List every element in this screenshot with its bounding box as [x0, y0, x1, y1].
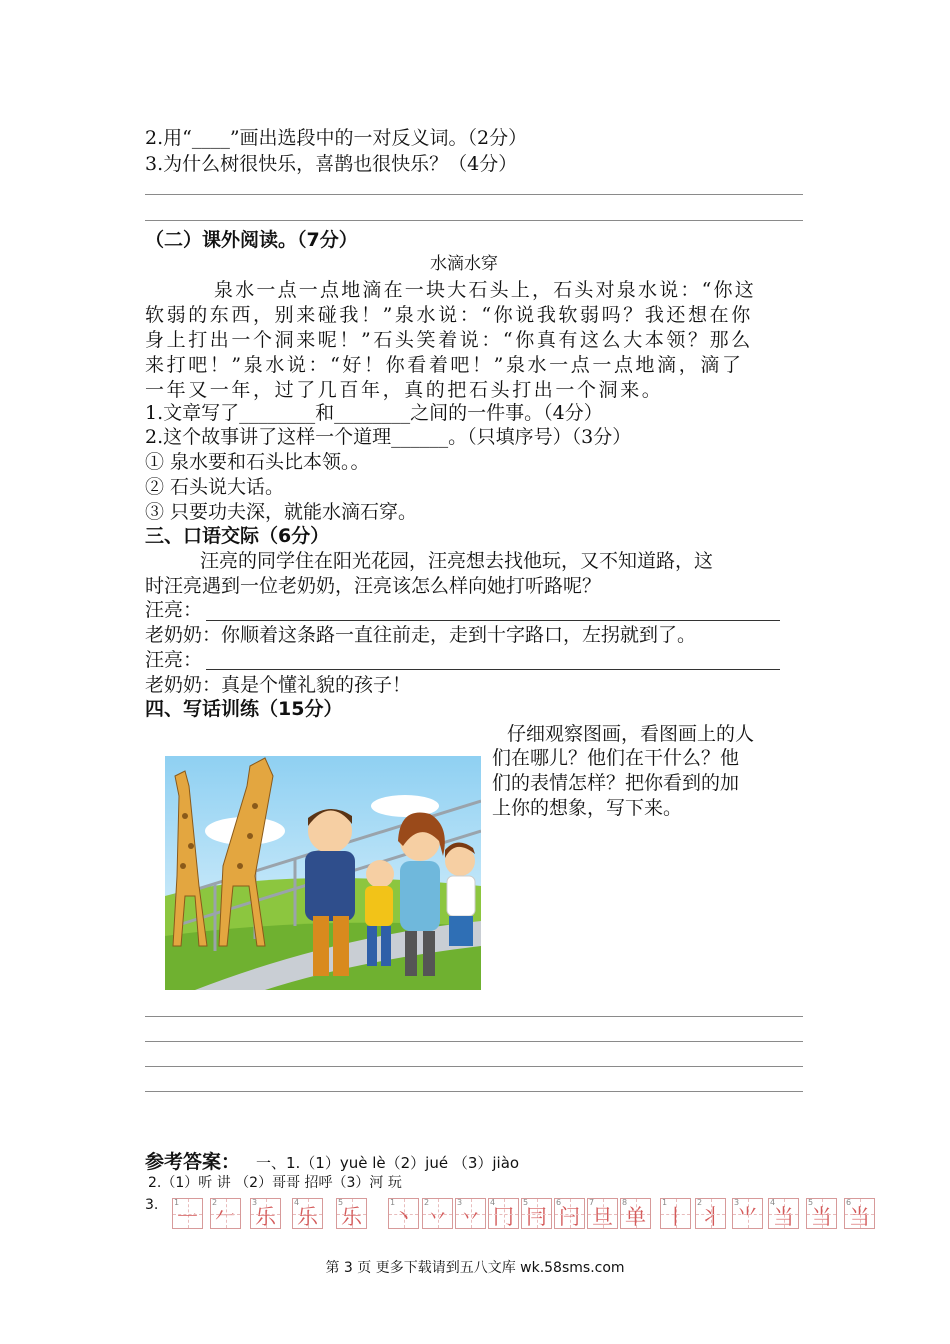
stroke-order-cell: 4 乐: [292, 1198, 323, 1229]
stroke-order-cell: 3 乐: [250, 1198, 281, 1229]
option-2: ② 石头说大话。: [145, 476, 285, 498]
stroke-order-cell: 4 冂: [488, 1198, 519, 1229]
answer-line: [145, 194, 803, 195]
writing-prompt-line: 仔细观察图画，看图画上的人: [507, 723, 755, 745]
stroke-order-cell: 1 丶: [388, 1198, 419, 1229]
section-heading-writing: 四、写话训练（15分）: [145, 698, 343, 720]
passage-title: 水滴水穿: [430, 254, 498, 274]
stroke-order-cell: 6 闩: [554, 1198, 585, 1229]
option-3: ③ 只要功夫深，就能水滴石穿。: [145, 501, 418, 523]
stroke-order-cell: 4 当: [768, 1198, 799, 1229]
zoo-family-giraffe-illustration: [155, 746, 481, 990]
stroke-order-cell: 5 当: [806, 1198, 837, 1229]
passage-line: 软弱的东西，别来碰我！”泉水说：“你说我软弱吗？我还想在你: [145, 304, 753, 326]
dialogue-grandma-1: 老奶奶：你顺着这条路一直往前走，走到十字路口，左拐就到了。: [145, 624, 697, 646]
stroke-order-cell: 7 旦: [587, 1198, 618, 1229]
stroke-order-cell: 6 当: [844, 1198, 875, 1229]
section-heading-oral: 三、口语交际（6分）: [145, 525, 330, 547]
answer-key-label: 参考答案：: [145, 1151, 241, 1173]
passage-line: 泉水一点一点地滴在一块大石头上，石头对泉水说：“你这: [214, 279, 756, 301]
stroke-order-cell: 2 𠂉: [210, 1198, 241, 1229]
stroke-order-cell: 8 单: [620, 1198, 651, 1229]
stroke-order-cell: 1 一: [172, 1198, 203, 1229]
answer-line-3-label: 3.: [145, 1197, 159, 1213]
page-footer: 第 3 页 更多下载请到五八文库 wk.58sms.com: [325, 1260, 625, 1276]
reading-question-1: 1.文章写了________和________之间的一件事。（4分）: [145, 402, 603, 424]
dialogue-wangliang-2: 汪亮：: [145, 649, 203, 671]
dialogue-wangliang-1: 汪亮：: [145, 599, 203, 621]
option-1: ① 泉水要和石头比本领。。: [145, 451, 370, 473]
question-2: 2.用“____”画出选段中的一对反义词。（2分）: [145, 127, 528, 149]
dialogue-grandma-2: 老奶奶：真是个懂礼貌的孩子！: [145, 674, 412, 696]
stroke-order-cell: 1 丨: [660, 1198, 691, 1229]
passage-line: 来打吧！”泉水说：“好！你看着吧！”泉水一点一点地滴，滴了: [145, 354, 744, 376]
stroke-order-cell: 2 丷: [422, 1198, 453, 1229]
oral-prompt-line: 汪亮的同学住在阳光花园，汪亮想去找他玩，又不知道路，这: [200, 550, 714, 572]
writing-line: [145, 1066, 803, 1067]
passage-line: 身上打出一个洞来呢！”石头笑着说：“你真有这么大本领？那么: [145, 329, 753, 351]
dialogue-answer-line: [206, 620, 780, 621]
stroke-order-cell: 2 丬: [695, 1198, 726, 1229]
passage-line: 一年又一年，过了几百年，真的把石头打出一个洞来。: [145, 379, 664, 401]
section-heading-extra-reading: （二）课外阅读。（7分）: [145, 229, 358, 251]
stroke-order-cell: 3 丷: [455, 1198, 486, 1229]
writing-line: [145, 1041, 803, 1042]
answer-line-1: 一、1.（1）yuè lè（2）jué （3）jiào: [256, 1154, 520, 1172]
answer-line: [145, 220, 803, 221]
writing-line: [145, 1016, 803, 1017]
writing-prompt-line: 们的表情怎样？把你看到的加: [492, 772, 740, 794]
writing-line: [145, 1091, 803, 1092]
stroke-order-cell: 3 ⺌: [732, 1198, 763, 1229]
writing-prompt-line: 们在哪儿？他们在干什么？他: [492, 747, 740, 769]
reading-question-2: 2.这个故事讲了这样一个道理______。（只填序号）（3分）: [145, 426, 632, 448]
stroke-order-cell: 5 冃: [521, 1198, 552, 1229]
question-3: 3.为什么树很快乐，喜鹊也很快乐？（4分）: [145, 153, 518, 175]
dialogue-answer-line: [206, 669, 780, 670]
oral-prompt-line: 时汪亮遇到一位老奶奶，汪亮该怎么样向她打听路呢？: [145, 575, 602, 597]
writing-prompt-line: 上你的想象，写下来。: [492, 797, 683, 819]
stroke-order-cell: 5 乐: [336, 1198, 367, 1229]
answer-line-2: 2.（1）听 讲 （2）哥哥 招呼（3）河 玩: [148, 1175, 402, 1191]
